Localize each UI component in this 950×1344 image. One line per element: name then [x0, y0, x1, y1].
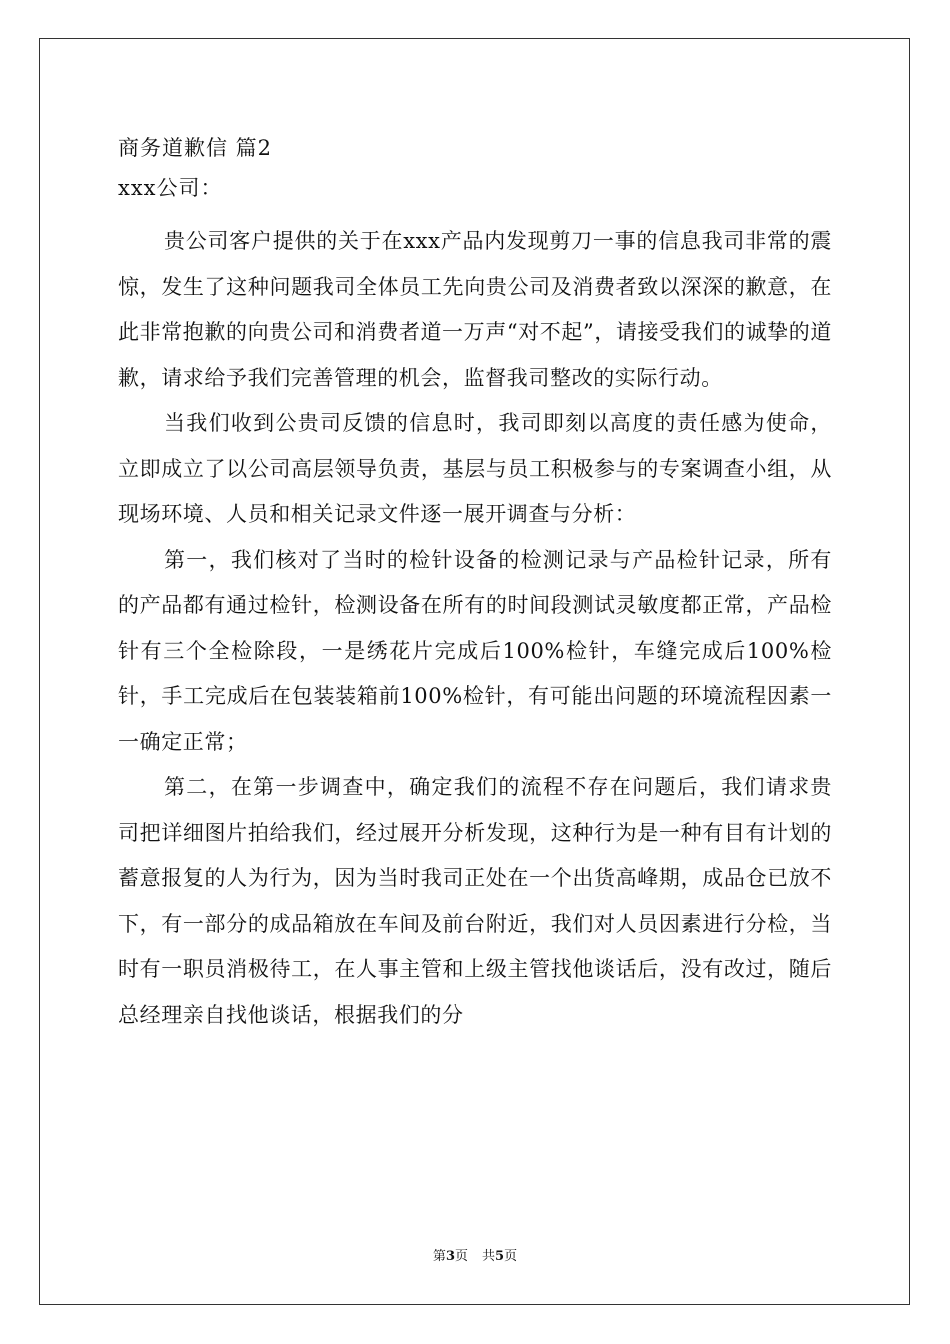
- page-suffix: 页: [454, 1249, 468, 1264]
- page-footer: [0, 1248, 950, 1266]
- total-prefix: 共: [482, 1249, 496, 1264]
- total-suffix: 页: [504, 1249, 518, 1264]
- document-body: [118, 128, 832, 1038]
- document-title: 商务道歉信 篇2: [118, 136, 273, 160]
- paragraph-2: 当我们收到公贵司反馈的信息时，我司即刻以高度的责任感为使命，立即成立了以公司高层领导负责，基层与员工积极参与的专案调查小组，从现场环境、人员和相关记录文件逐一展开调查与分析：: [118, 411, 832, 526]
- salutation: xxx公司：: [118, 176, 223, 200]
- paragraph-1: 贵公司客户提供的关于在xxx产品内发现剪刀一事的信息我司非常的震惊，发生了这种问题我司全体员工先向贵公司及消费者致以深深的歉意，在此非常抱歉的向贵公司和消费者道一万声“对不起”，请接受我们的诚挚的道歉，请求给予我们完善管理的机会，监督我司整改的实际行动。: [118, 229, 832, 390]
- page-current: 3: [445, 1249, 455, 1264]
- page-prefix: 第: [432, 1249, 446, 1264]
- paragraph-4: 第二，在第一步调查中，确定我们的流程不存在问题后，我们请求贵司把详细图片拍给我们，经过展开分析发现，这种行为是一种有目有计划的蓄意报复的人为行为，因为当时我司正处在一个出货高峰期，成品仓已放不下，有一部分的成品箱放在车间及前台附近，我们对人员因素进行分检，当时有一职员消极待工，在人事主管和上级主管找他谈话后，没有改过，随后总经理亲自找他谈话，根据我们的分: [118, 775, 832, 1027]
- paragraph-3: 第一，我们核对了当时的检针设备的检测记录与产品检针记录，所有的产品都有通过检针，检测设备在所有的时间段测试灵敏度都正常，产品检针有三个全检除段，一是绣花片完成后100%检针，车缝完成后100%检针，手工完成后在包装装箱前100%检针，有可能出问题的环境流程因素一一确定正常；: [118, 547, 832, 754]
- page-total: 5: [495, 1249, 505, 1264]
